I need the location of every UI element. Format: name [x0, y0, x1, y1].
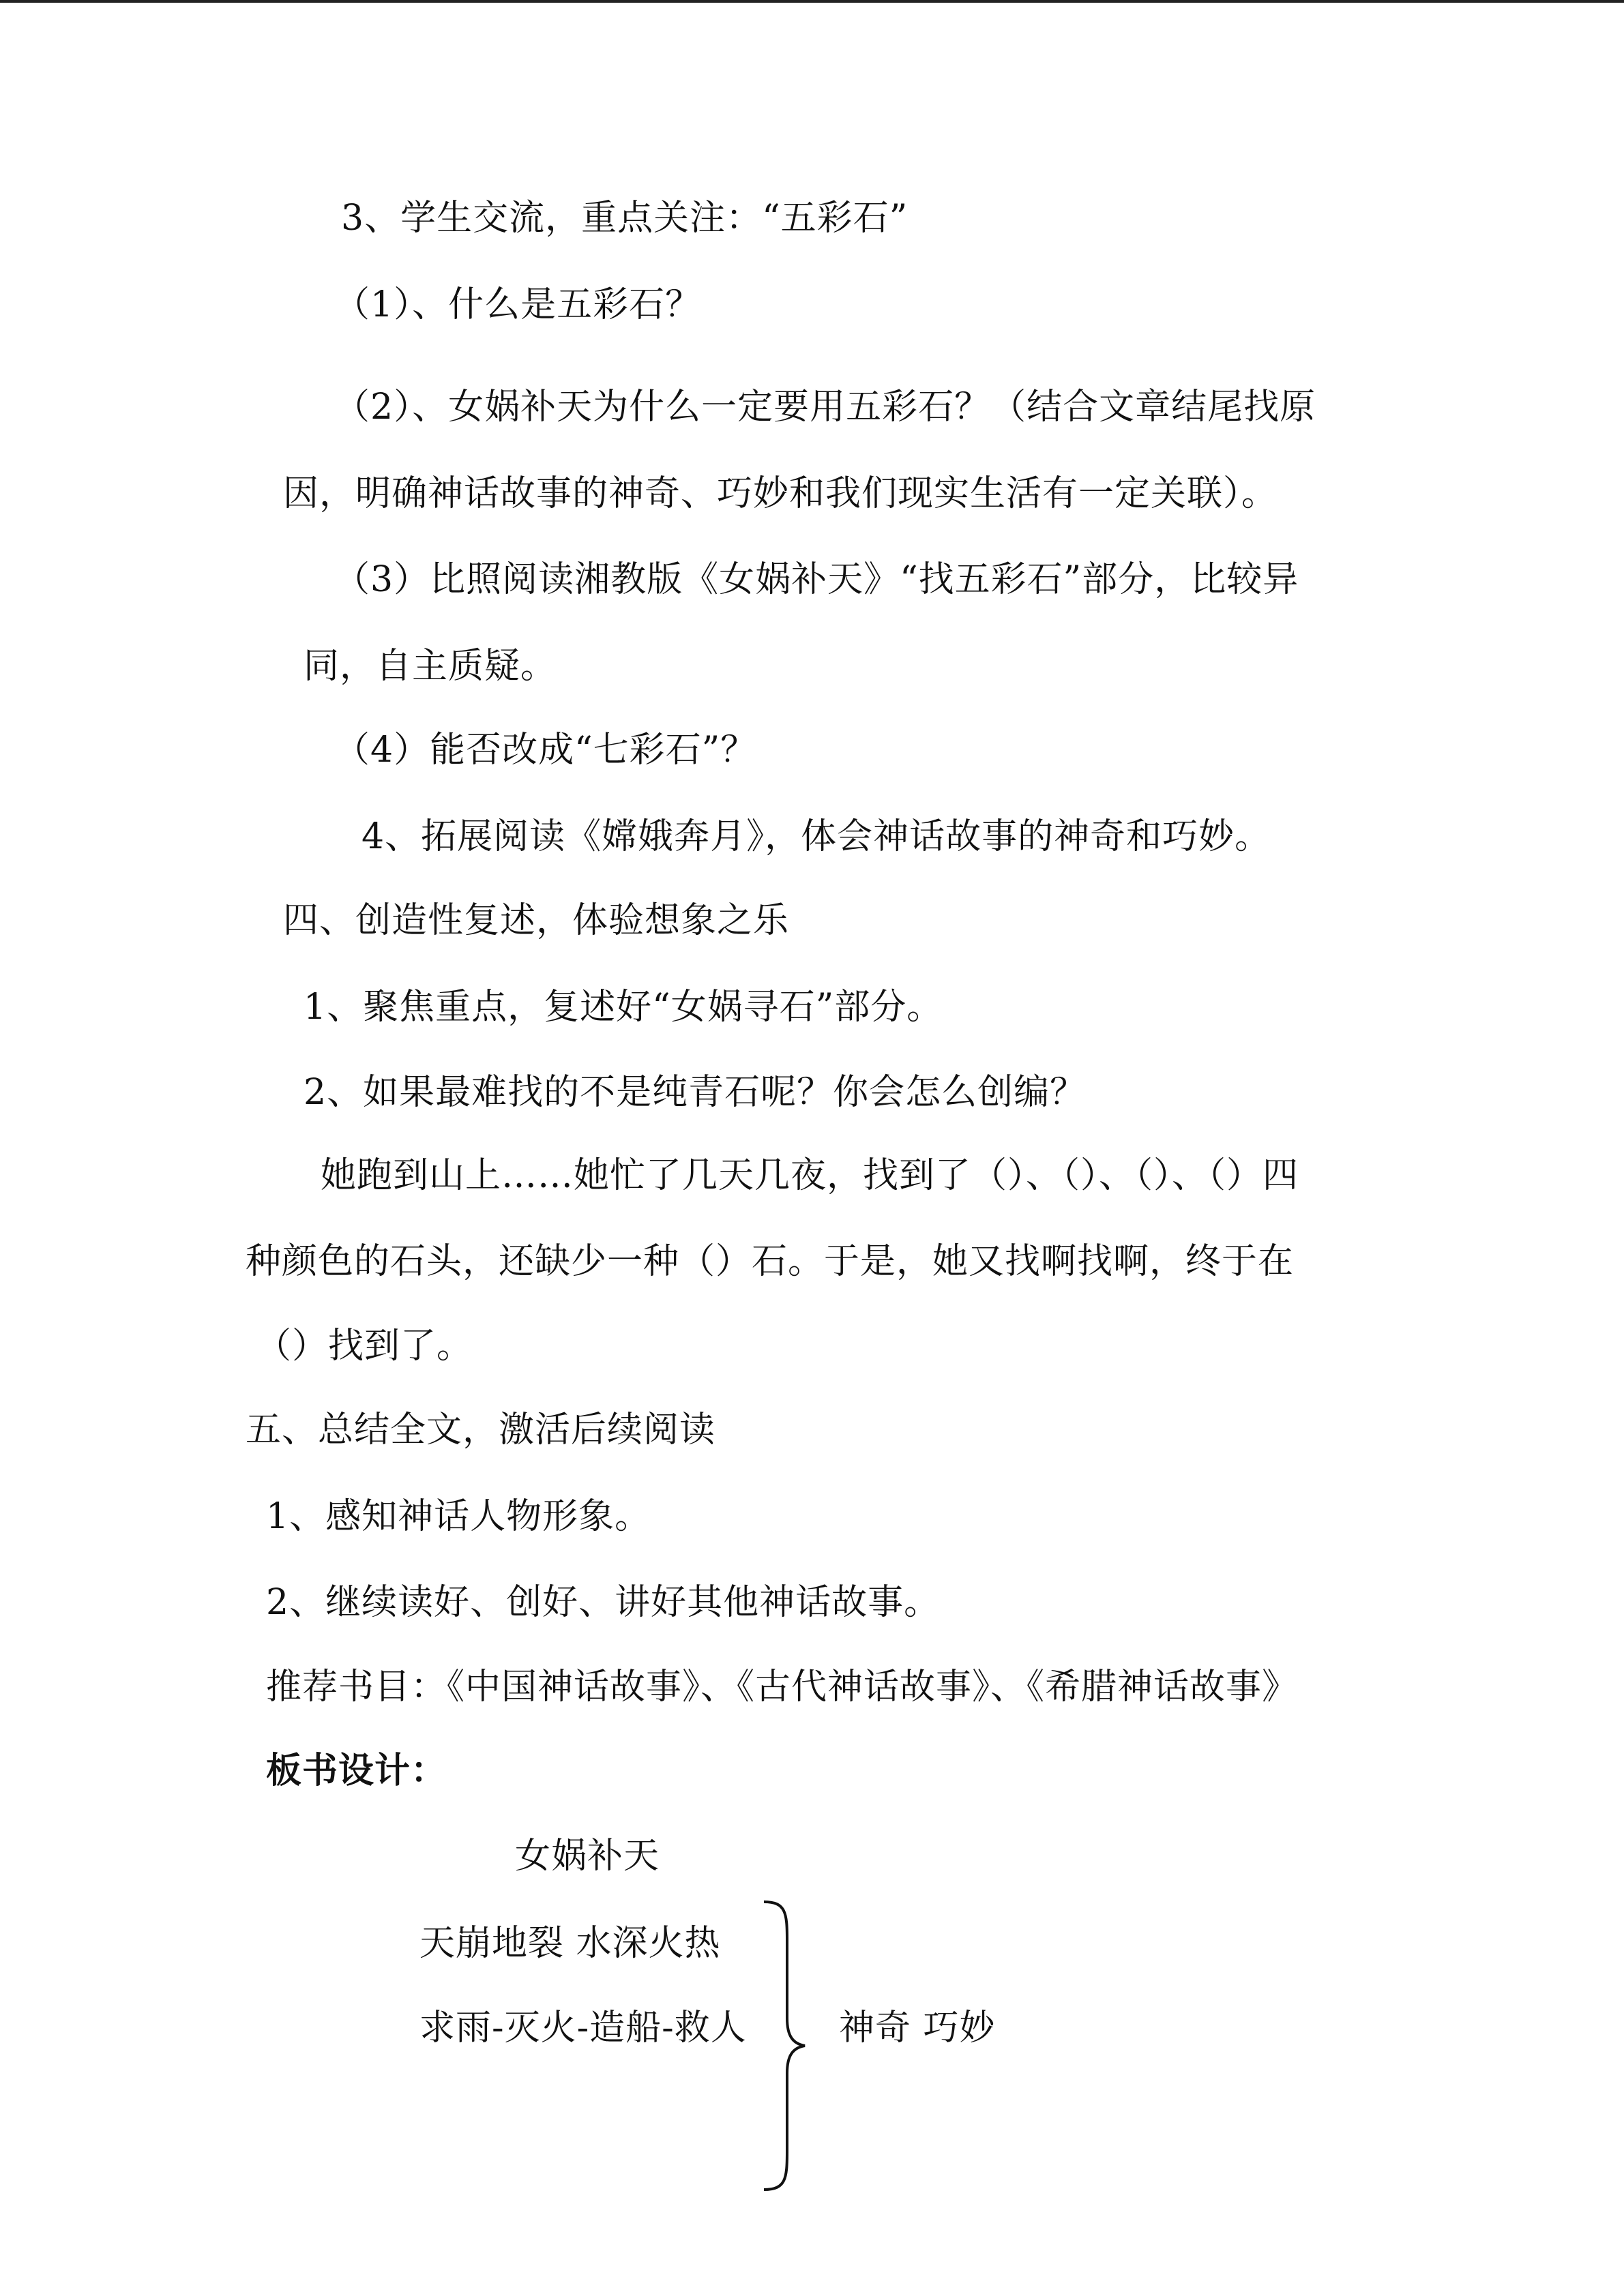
section-4-heading: 四、创造性复述，体验想象之乐 — [283, 900, 790, 941]
board-row-1: 天崩地裂 水深火热 — [419, 1923, 721, 1964]
item-4-extended-reading: 4、拓展阅读《嫦娥奔月》，体会神话故事的神奇和巧妙。 — [361, 816, 1271, 857]
section-5-heading: 五、总结全文，激活后续阅读 — [246, 1410, 716, 1450]
fill-in-line-1: 她跑到山上……她忙了几天几夜，找到了（）、（）、（）、（）四 — [321, 1155, 1299, 1196]
question-2-line-1: （2）、女娲补天为什么一定要用五彩石？（结合文章结尾找原 — [334, 387, 1316, 428]
question-3-line-2: 同，自主质疑。 — [304, 646, 557, 687]
right-brace — [758, 1899, 813, 2192]
board-row-2: 求雨-灭火-造船-救人 — [419, 2008, 747, 2048]
question-4: （4）能否改成“七彩石”？ — [334, 730, 757, 771]
fill-in-line-2: 种颜色的石头，还缺少一种（）石。于是，她又找啊找啊，终于在 — [246, 1241, 1295, 1282]
question-2-line-2: 因，明确神话故事的神奇、巧妙和我们现实生活有一定关联）。 — [283, 473, 1278, 514]
question-1: （1）、什么是五彩石？ — [334, 284, 702, 325]
item-3-student-discussion: 3、学生交流，重点关注：“五彩石” — [341, 198, 909, 239]
section-4-item-2: 2、如果最难找的不是纯青石呢？你会怎么创编？ — [304, 1072, 1087, 1113]
question-3-line-1: （3）比照阅读湘教版《女娲补天》“找五彩石”部分，比较异 — [334, 559, 1299, 600]
fill-in-line-3: （）找到了。 — [256, 1326, 473, 1367]
recommended-books: 推荐书目：《中国神话故事》、《古代神话故事》、《希腊神话故事》 — [266, 1667, 1299, 1708]
board-title: 女娲补天 — [515, 1836, 660, 1877]
section-5-item-1: 1、感知神话人物形象。 — [266, 1496, 651, 1537]
board-design-heading: 板书设计： — [266, 1750, 447, 1791]
board-summary: 神奇 巧妙 — [839, 2008, 996, 2048]
section-4-item-1: 1、聚焦重点，复述好“女娲寻石”部分。 — [304, 987, 943, 1028]
section-5-item-2: 2、继续读好、创好、讲好其他神话故事。 — [266, 1582, 941, 1623]
